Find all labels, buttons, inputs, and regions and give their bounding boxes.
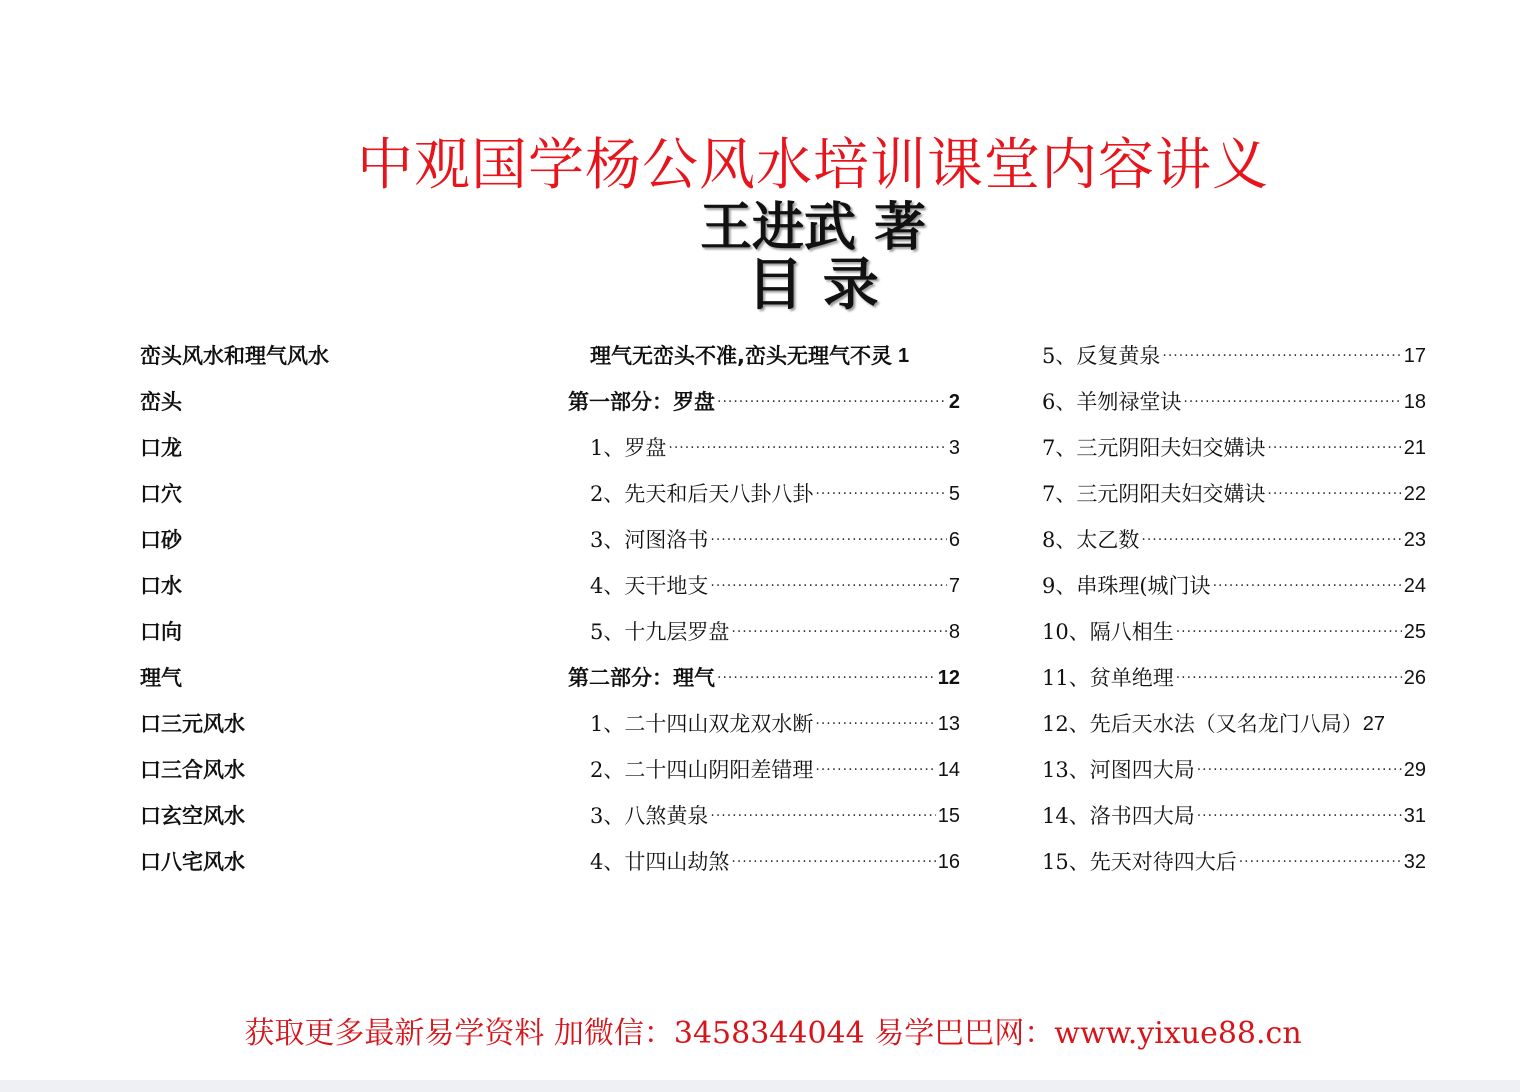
toc-left-item: 口三合风水 xyxy=(140,758,245,782)
toc-entry xyxy=(1042,609,1426,655)
toc-left-item: 口向 xyxy=(140,620,182,644)
leader-dots xyxy=(815,701,935,747)
leader-dots xyxy=(717,379,947,425)
toc-entry xyxy=(1042,471,1426,517)
toc-entry xyxy=(1042,333,1426,379)
toc-entry xyxy=(568,563,960,609)
toc-left-item: 口龙 xyxy=(140,436,182,460)
toc-entry-page: 5 xyxy=(948,483,960,505)
toc-entry-label: 7、三元阴阳夫妇交媾诀 xyxy=(1042,482,1266,506)
toc-left-item: 峦头 xyxy=(140,390,182,414)
toc-entry-label: 15、先天对待四大后 xyxy=(1042,850,1237,874)
toc-entry-page: 14 xyxy=(937,759,960,781)
toc-right-column xyxy=(1042,333,1426,885)
toc-entry xyxy=(568,425,960,471)
toc-entry-label: 1、二十四山双龙双水断 xyxy=(590,712,814,736)
toc-entry-label: 4、廿四山劫煞 xyxy=(590,850,730,874)
toc-entry-page: 22 xyxy=(1403,483,1426,505)
leader-dots xyxy=(1176,609,1402,655)
leader-dots xyxy=(1183,379,1401,425)
toc-entry xyxy=(1042,379,1426,425)
toc-entry-page: 32 xyxy=(1403,851,1426,873)
toc-entry-page: 26 xyxy=(1403,667,1426,689)
toc-heading: 目 录 xyxy=(747,253,879,318)
leader-dots xyxy=(1213,563,1402,609)
toc-entry-page: 17 xyxy=(1403,345,1426,367)
leader-dots xyxy=(710,517,947,563)
toc-entry-label: 10、隔八相生 xyxy=(1042,620,1174,644)
toc-entry-label: 4、天干地支 xyxy=(590,574,709,598)
toc-entry-page: 12 xyxy=(937,667,960,689)
leader-dots xyxy=(710,793,935,839)
toc-entry-page: 29 xyxy=(1403,759,1426,781)
toc-left-item: 口穴 xyxy=(140,482,182,506)
leader-dots xyxy=(815,747,935,793)
toc-entry-label: 12、先后天水法（又名龙门八局） xyxy=(1042,712,1363,736)
toc-entry-page: 24 xyxy=(1403,575,1426,597)
toc-left-item: 口八宅风水 xyxy=(140,850,245,874)
toc-entry-page: 27 xyxy=(1362,713,1385,735)
toc-entry-intro xyxy=(568,333,960,379)
toc-entry xyxy=(568,839,960,885)
toc-entry xyxy=(568,701,960,747)
toc-entry-label: 3、河图洛书 xyxy=(590,528,709,552)
toc-entry-page: 2 xyxy=(948,391,960,413)
toc-entry xyxy=(568,793,960,839)
leader-dots xyxy=(1267,425,1401,471)
toc-left-item: 口玄空风水 xyxy=(140,804,245,828)
toc-entry-label: 2、二十四山阴阳差错理 xyxy=(590,758,814,782)
toc-entry-label: 14、洛书四大局 xyxy=(1042,804,1195,828)
toc-entry-page: 25 xyxy=(1403,621,1426,643)
toc-left-item: 口水 xyxy=(140,574,182,598)
leader-dots xyxy=(717,655,936,701)
leader-dots xyxy=(1176,655,1402,701)
toc-entry-label: 6、羊刎禄堂诀 xyxy=(1042,390,1182,414)
toc-entry xyxy=(1042,563,1426,609)
toc-entry xyxy=(1042,425,1426,471)
leader-dots xyxy=(668,425,947,471)
toc-left-item: 口砂 xyxy=(140,528,182,552)
toc-entry-label: 理气无峦头不准,峦头无理气不灵 xyxy=(590,344,892,368)
toc-left-item: 理气 xyxy=(140,666,182,690)
toc-entry-page: 3 xyxy=(948,437,960,459)
toc-entry-page: 31 xyxy=(1403,805,1426,827)
toc-entry-page: 6 xyxy=(948,529,960,551)
toc-entry xyxy=(568,471,960,517)
toc-entry-label: 5、十九层罗盘 xyxy=(590,620,730,644)
leader-dots xyxy=(1162,333,1401,379)
leader-dots xyxy=(731,609,947,655)
toc-entry xyxy=(1042,839,1426,885)
toc-entry-label: 7、三元阴阳夫妇交媾诀 xyxy=(1042,436,1266,460)
leader-dots xyxy=(1239,839,1402,885)
toc-entry-page: 8 xyxy=(948,621,960,643)
toc-entry-label: 5、反复黄泉 xyxy=(1042,344,1161,368)
toc-entry-page: 1 xyxy=(897,345,910,367)
toc-left-item: 口三元风水 xyxy=(140,712,245,736)
leader-dots xyxy=(1197,793,1402,839)
leader-dots xyxy=(731,839,935,885)
toc-entry xyxy=(568,609,960,655)
toc-entry-label: 2、先天和后天八卦八卦 xyxy=(590,482,814,506)
leader-dots xyxy=(1197,747,1402,793)
leader-dots xyxy=(1267,471,1401,517)
toc-entry xyxy=(1042,517,1426,563)
toc-entry-part-2 xyxy=(568,655,960,701)
leader-dots xyxy=(815,471,947,517)
leader-dots xyxy=(710,563,947,609)
toc-entry xyxy=(568,747,960,793)
toc-entry-label: 第一部分：罗盘 xyxy=(568,390,715,414)
toc-entry-label: 9、串珠理(城门诀 xyxy=(1042,574,1211,598)
toc-entry-label: 第二部分：理气 xyxy=(568,666,715,690)
toc-entry xyxy=(568,517,960,563)
toc-left-column xyxy=(140,333,520,885)
toc-entry-page: 16 xyxy=(937,851,960,873)
toc-entry-page: 21 xyxy=(1403,437,1426,459)
toc-entry-page: 18 xyxy=(1403,391,1426,413)
viewer-bottom-strip xyxy=(0,1080,1520,1092)
toc-left-item: 峦头风水和理气风水 xyxy=(140,344,329,368)
toc-entry xyxy=(1042,655,1426,701)
toc-entry-label: 13、河图四大局 xyxy=(1042,758,1195,782)
toc-entry-label: 8、太乙数 xyxy=(1042,528,1140,552)
toc-middle-column xyxy=(568,333,960,885)
toc-entry-label: 3、八煞黄泉 xyxy=(590,804,709,828)
toc-entry-page: 23 xyxy=(1403,529,1426,551)
toc-entry xyxy=(1042,701,1426,747)
promo-footer: 获取更多最新易学资料 加微信：3458344044 易学巴巴网：www.yixue88.cn xyxy=(244,1016,1302,1051)
toc-entry-label: 1、罗盘 xyxy=(590,436,667,460)
toc-entry-part-1 xyxy=(568,379,960,425)
toc-entry xyxy=(1042,793,1426,839)
toc-entry-page: 7 xyxy=(948,575,960,597)
document-title: 中观国学杨公风水培训课堂内容讲义 xyxy=(357,133,1269,198)
toc-entry-page: 13 xyxy=(937,713,960,735)
author-line: 王进武 著 xyxy=(699,198,927,258)
toc-entry-label: 11、贫单绝理 xyxy=(1042,666,1174,690)
toc-entry xyxy=(1042,747,1426,793)
leader-dots xyxy=(1141,517,1401,563)
toc-entry-page: 15 xyxy=(937,805,960,827)
